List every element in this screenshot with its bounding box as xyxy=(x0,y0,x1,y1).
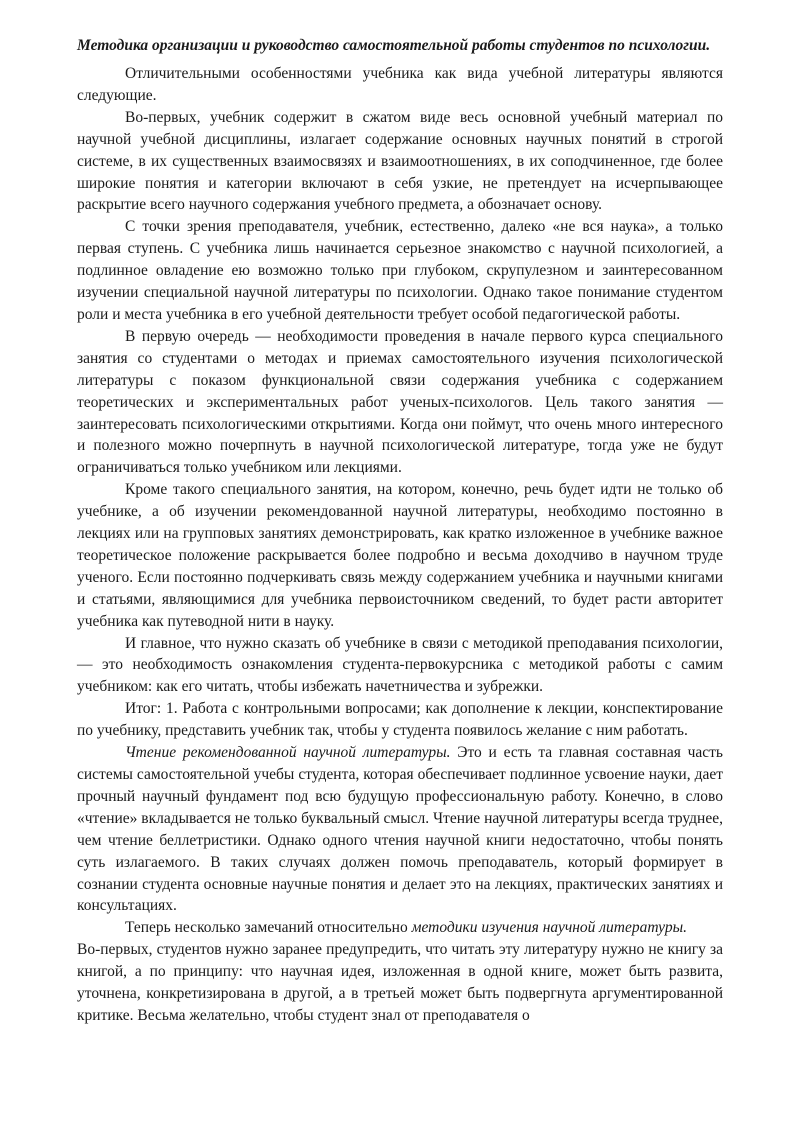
paragraph-2: Во-первых, учебник содержит в сжатом виде весь основной учебный материал по научной учебной дисциплины, излагает содержание основных научных понятий в строгой системе, в их существенных взаимосвязях и взаимоотношениях, в их соподчиненное, где более широкие понятия и категории включают в себя узкие, не претендует на исчерпывающее раскрытие всего научного содержания учебного предмета, а обозначает основу. xyxy=(77,108,723,214)
document-title: Методика организации и руководство самостоятельной работы студентов по психологии. xyxy=(77,37,711,54)
paragraph-8-body: Это и есть та главная составная часть системы самостоятельной учебы студента, которая обеспечивает подлинное усвоение науки, дает прочный научный фундамент под всю будущую профессиональную работу. Конечно, в слово «чтение» вкладывается не только буквальный смысл. Чтение научной литературы всегда труднее, чем чтение беллетристики. Однако одного чтения научной книги недостаточно, чтобы понять суть излагаемого. В таких случаях должен помочь преподаватель, который формирует в сознании студента основные научные понятия и делает это на лекциях, практических занятиях и консультациях. xyxy=(77,744,723,915)
paragraph-8-italic-lead: Чтение рекомендованной научной литературы. xyxy=(125,744,451,762)
paragraph-8 xyxy=(77,742,723,917)
paragraph-9 xyxy=(77,917,723,939)
paragraph-1: Отличительными особенностями учебника как вида учебной литературы являются следующие. xyxy=(77,65,723,104)
paragraph-6: И главное, что нужно сказать об учебнике в связи с методикой преподавания психологии, — это необходимость ознакомления студента-первокурсника с методикой работы с самим учебником: как его читать, чтобы избежать начетничества и зубрежки. xyxy=(77,634,723,696)
paragraph-9-body: Теперь несколько замечаний относительно xyxy=(125,919,412,937)
paragraph-9-italic-tail: методики изучения научной литературы. xyxy=(411,919,687,937)
paragraph-3: С точки зрения преподавателя, учебник, естественно, далеко «не вся наука», а только первая ступень. С учебника лишь начинается серьезное знакомство с научной психологией, а подлинное овладение ею возможно только при глубоком, скрупулезном и заинтересованном изучении специальной научной литературы по психологии. Однако такое понимание студентом роли и места учебника в его учебной деятельности требует особой педагогической работы. xyxy=(77,218,723,323)
paragraph-7: Итог: 1. Работа с контрольными вопросами; как дополнение к лекции, конспектирование по учебнику, представить учебник так, чтобы у студента появилось желание с ним работать. xyxy=(77,700,723,740)
paragraph-4: В первую очередь — необходимости проведения в начале первого курса специального занятия со студентами о методах и приемах самостоятельного изучения психологической литературы с показом функциональной связи содержания учебника с содержанием теоретических и экспериментальных работ ученых-психологов. Цель такого занятия — заинтересовать психологическими открытиями. Когда они поймут, что очень много интересного и полезного можно почерпнуть в научной психологической литературе, тогда уже не будут ограничиваться только учебником или лекциями. xyxy=(77,327,723,477)
paragraph-5: Кроме такого специального занятия, на котором, конечно, речь будет идти не только об учебнике, а об изучении рекомендованной научной литературы, необходимо постоянно в лекциях или на групповых занятиях демонстрировать, как кратко изложенное в учебнике важное теоретическое положение раскрывается более подробно и весьма доходчиво в научном труде ученого. Если постоянно подчеркивать связь между содержанием учебника и научными книгами и статьями, являющимися для учебника первоисточником сведений, то будет расти авторитет учебника как путеводной нити в науку. xyxy=(77,481,723,630)
paragraph-10: Во-первых, студентов нужно заранее предупредить, что читать эту литературу нужно не книгу за книгой, а по принципу: что научная идея, изложенная в одной книге, может быть развита, уточнена, конкретизирована в другой, а в третьей может быть подвергнута аргументированной критике. Весьма желательно, чтобы студент знал от преподавателя о xyxy=(77,941,723,1024)
